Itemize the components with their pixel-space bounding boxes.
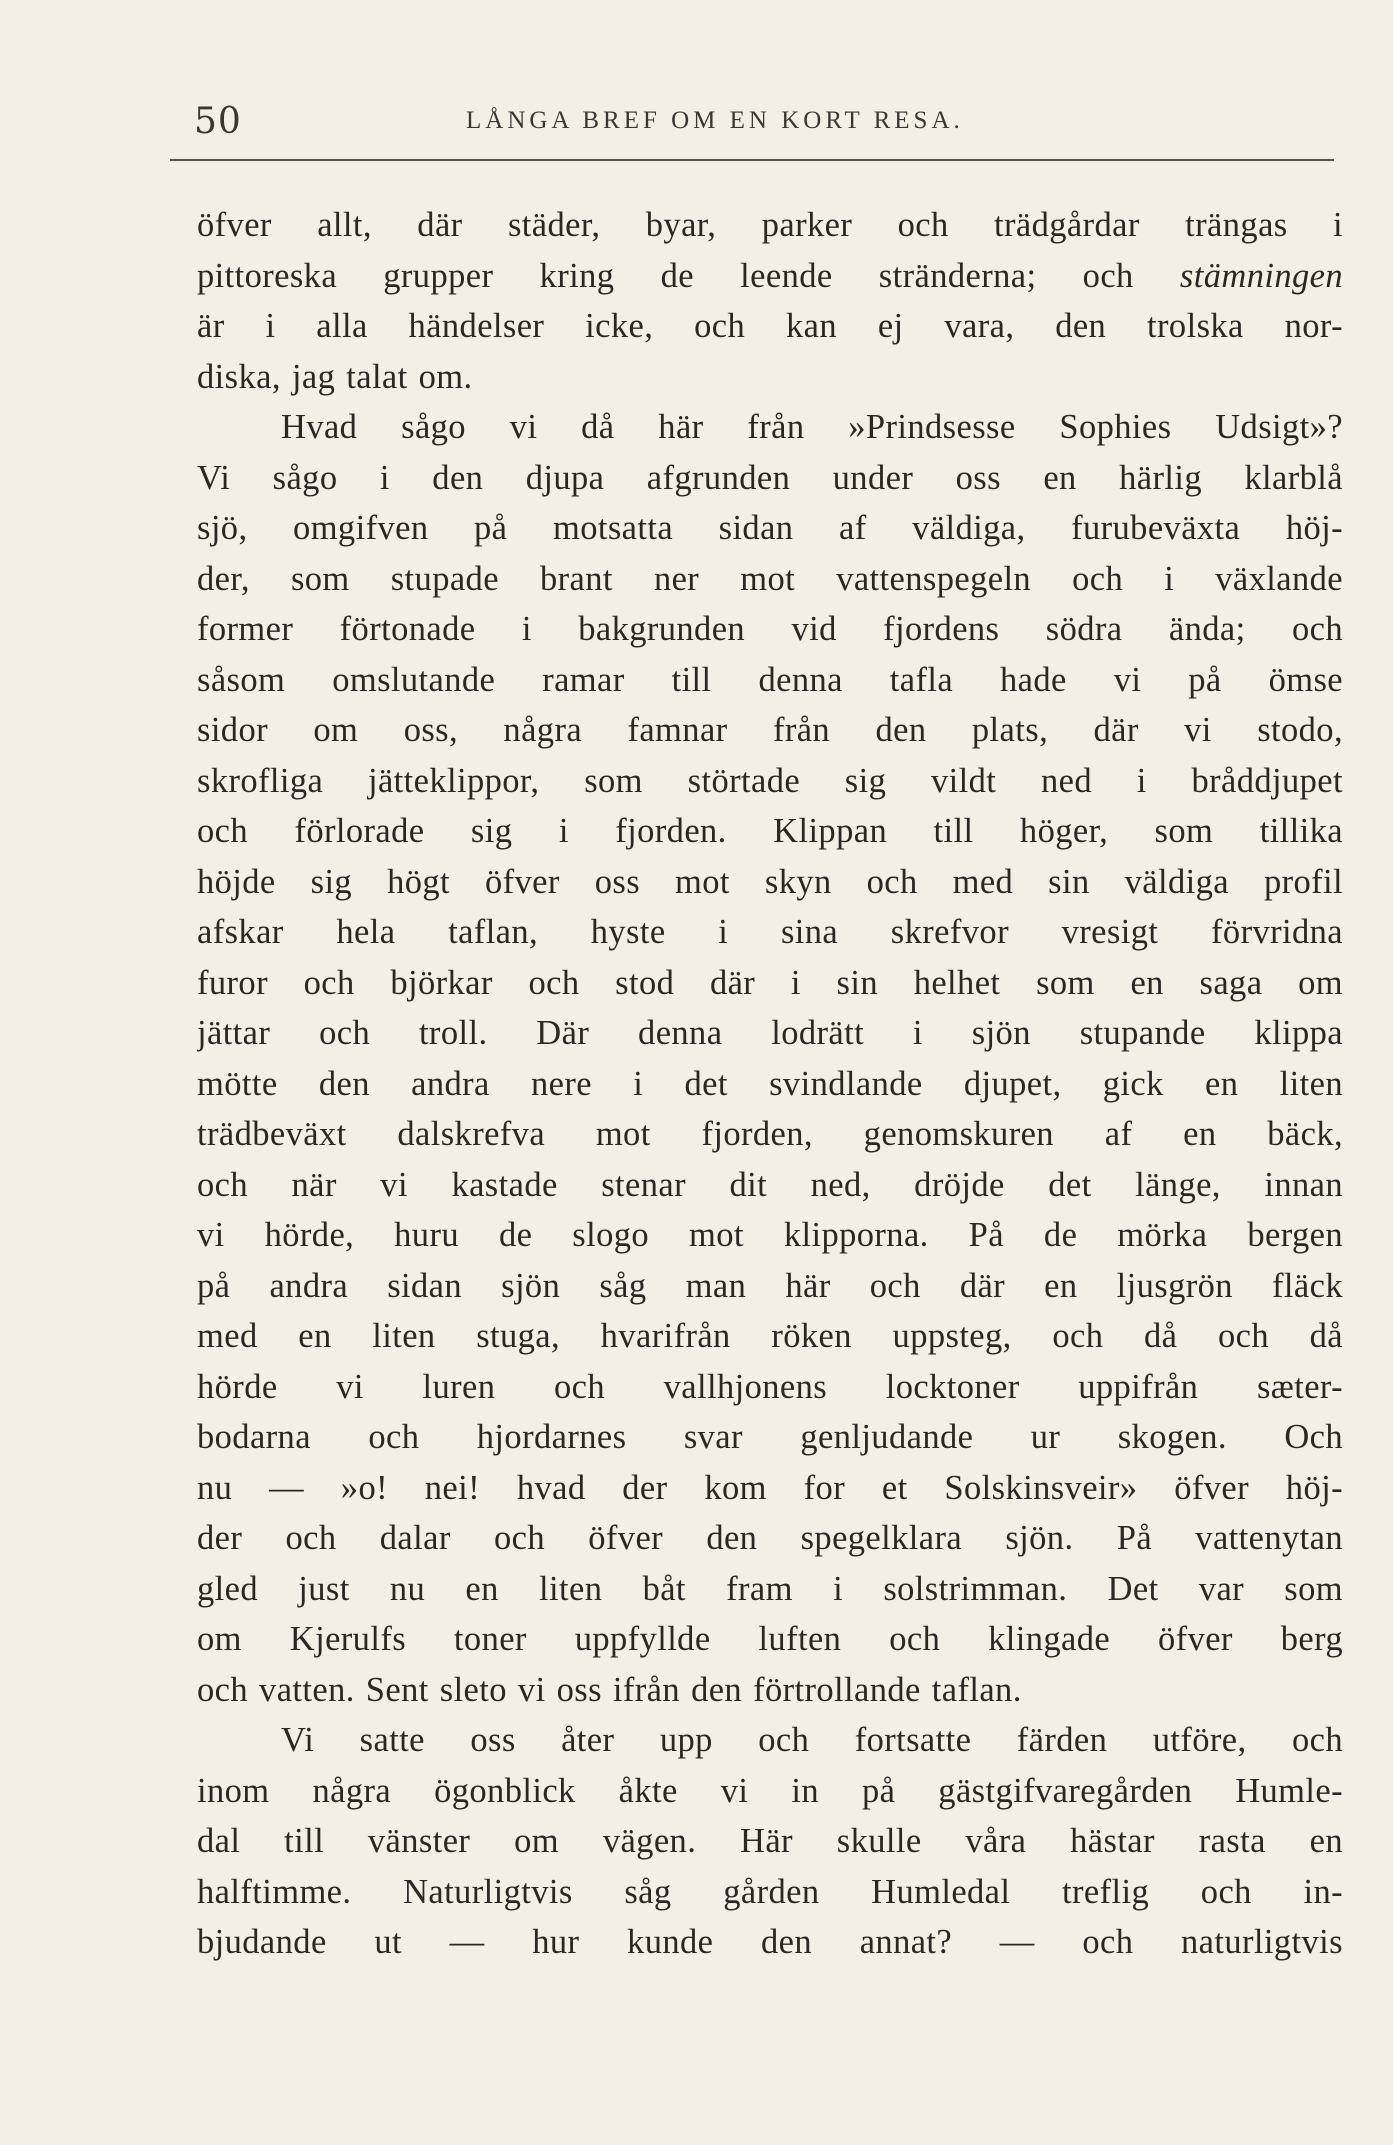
text-line-content: öfver allt, där städer, byar, parker och trädgårdar trängas i	[197, 206, 1343, 244]
text-line-content: der och dalar och öfver den spegelklara sjön. På vattenytan	[197, 1519, 1343, 1557]
text-line-content: på andra sidan sjön såg man här och där en ljusgrön fläck	[197, 1266, 1343, 1305]
text-line	[197, 1715, 1343, 1766]
text-line	[197, 1614, 1343, 1665]
text-line-content: halftimme. Naturligtvis såg gården Humledal treflig och in-	[197, 1872, 1343, 1911]
text-line-content: gled just nu en liten båt fram i solstrimman. Det var som	[197, 1569, 1343, 1608]
text-line-content: trädbeväxt dalskrefva mot fjorden, genomskuren af en bäck,	[197, 1115, 1343, 1153]
text-line-content: är i alla händelser icke, och kan ej vara, den trolska nor-	[197, 307, 1343, 345]
text-line-content: och förlorade sig i fjorden. Klippan till höger, som tillika	[197, 812, 1343, 850]
header-rule	[170, 159, 1334, 161]
text-line-content: dal till vänster om vägen. Här skulle våra hästar rasta en	[197, 1822, 1343, 1860]
text-line	[197, 1210, 1343, 1261]
text-line	[197, 756, 1343, 807]
text-line	[197, 200, 1343, 251]
text-line	[197, 1513, 1343, 1564]
text-line-content: och när vi kastade stenar dit ned, dröjde det länge, innan	[197, 1165, 1343, 1204]
text-line-content: skrofliga jätteklippor, som störtade sig vildt ned i bråddjupet	[197, 761, 1343, 800]
text-line-content: höjde sig högt öfver oss mot skyn och med sin väldiga profil	[197, 862, 1343, 901]
text-line	[197, 958, 1343, 1009]
text-line	[197, 1463, 1343, 1514]
text-line-content: nu — »o! nei! hvad der kom for et Solskinsveir» öfver höj-	[197, 1468, 1343, 1507]
text-line-content: mötte den andra nere i det svindlande djupet, gick en liten	[197, 1064, 1343, 1103]
text-line	[197, 402, 1343, 453]
text-line	[197, 705, 1343, 756]
text-line	[197, 604, 1343, 655]
text-line-content: Vi satte oss åter upp och fortsatte färden utföre, och	[281, 1721, 1343, 1759]
text-line-content: med en liten stuga, hvarifrån röken uppsteg, och då och då	[197, 1317, 1343, 1355]
text-line-content: Hvad sågo vi då här från »Prindsesse Sophies Udsigt»?	[281, 408, 1343, 446]
text-line	[197, 1362, 1343, 1413]
text-line	[197, 1261, 1343, 1312]
text-line	[197, 857, 1343, 908]
text-line	[197, 1665, 1343, 1716]
text-line-content: diska, jag talat om.	[197, 357, 473, 396]
text-line	[197, 1917, 1343, 1968]
text-line	[197, 1867, 1343, 1918]
text-line	[197, 1564, 1343, 1615]
text-line-content: afskar hela taflan, hyste i sina skrefvor vresigt förvridna	[197, 913, 1343, 951]
text-line-content: sjö, omgifven på motsatta sidan af väldiga, furubeväxta höj-	[197, 509, 1343, 547]
text-line-content: pittoreska grupper kring de leende stränderna; och	[197, 256, 1180, 295]
text-line-content: sidor om oss, några famnar från den plats, där vi stodo,	[197, 711, 1343, 749]
text-line-content: och vatten. Sent sleto vi oss ifrån den förtrollande taflan.	[197, 1670, 1022, 1709]
text-line	[197, 1109, 1343, 1160]
text-line-content: bodarna och hjordarnes svar genljudande ur skogen. Och	[197, 1418, 1343, 1456]
text-line	[197, 1816, 1343, 1867]
text-line-content: jättar och troll. Där denna lodrätt i sjön stupande klippa	[197, 1014, 1343, 1052]
text-line-content: bjudande ut — hur kunde den annat? — och naturligtvis	[197, 1923, 1343, 1961]
text-line	[197, 1008, 1343, 1059]
text-line	[197, 1059, 1343, 1110]
text-line	[197, 503, 1343, 554]
text-line	[197, 1412, 1343, 1463]
text-line-content: furor och björkar och stod där i sin helhet som en saga om	[197, 963, 1343, 1002]
text-line-content: der, som stupade brant ner mot vattenspegeln och i växlande	[197, 559, 1343, 598]
text-line-content: former förtonade i bakgrunden vid fjordens södra ända; och	[197, 610, 1343, 648]
text-line-content: vi hörde, huru de slogo mot klipporna. På de mörka bergen	[197, 1216, 1343, 1254]
text-line-content: Vi sågo i den djupa afgrunden under oss en härlig klarblå	[197, 458, 1343, 497]
text-line	[197, 806, 1343, 857]
text-line-content: hörde vi luren och vallhjonens locktoner uppifrån sæter-	[197, 1367, 1343, 1406]
running-head	[194, 95, 1334, 145]
text-line	[197, 251, 1343, 302]
text-line-content: såsom omslutande ramar till denna tafla hade vi på ömse	[197, 660, 1343, 699]
text-line-content: om Kjerulfs toner uppfyllde luften och klingade öfver berg	[197, 1620, 1343, 1658]
page-number: 50	[194, 101, 242, 142]
text-line	[197, 301, 1343, 352]
body-text	[197, 200, 1343, 1968]
text-line	[197, 453, 1343, 504]
text-line	[197, 1160, 1343, 1211]
emphasized-word: stämningen	[1179, 256, 1343, 295]
running-title: LÅNGA BREF OM EN KORT RESA.	[466, 107, 964, 134]
text-line	[197, 907, 1343, 958]
text-line	[197, 1766, 1343, 1817]
text-line	[197, 1311, 1343, 1362]
text-line	[197, 352, 1343, 403]
text-line	[197, 554, 1343, 605]
text-line	[197, 655, 1343, 706]
text-line-content: inom några ögonblick åkte vi in på gästgifvaregården Humle-	[197, 1771, 1343, 1810]
